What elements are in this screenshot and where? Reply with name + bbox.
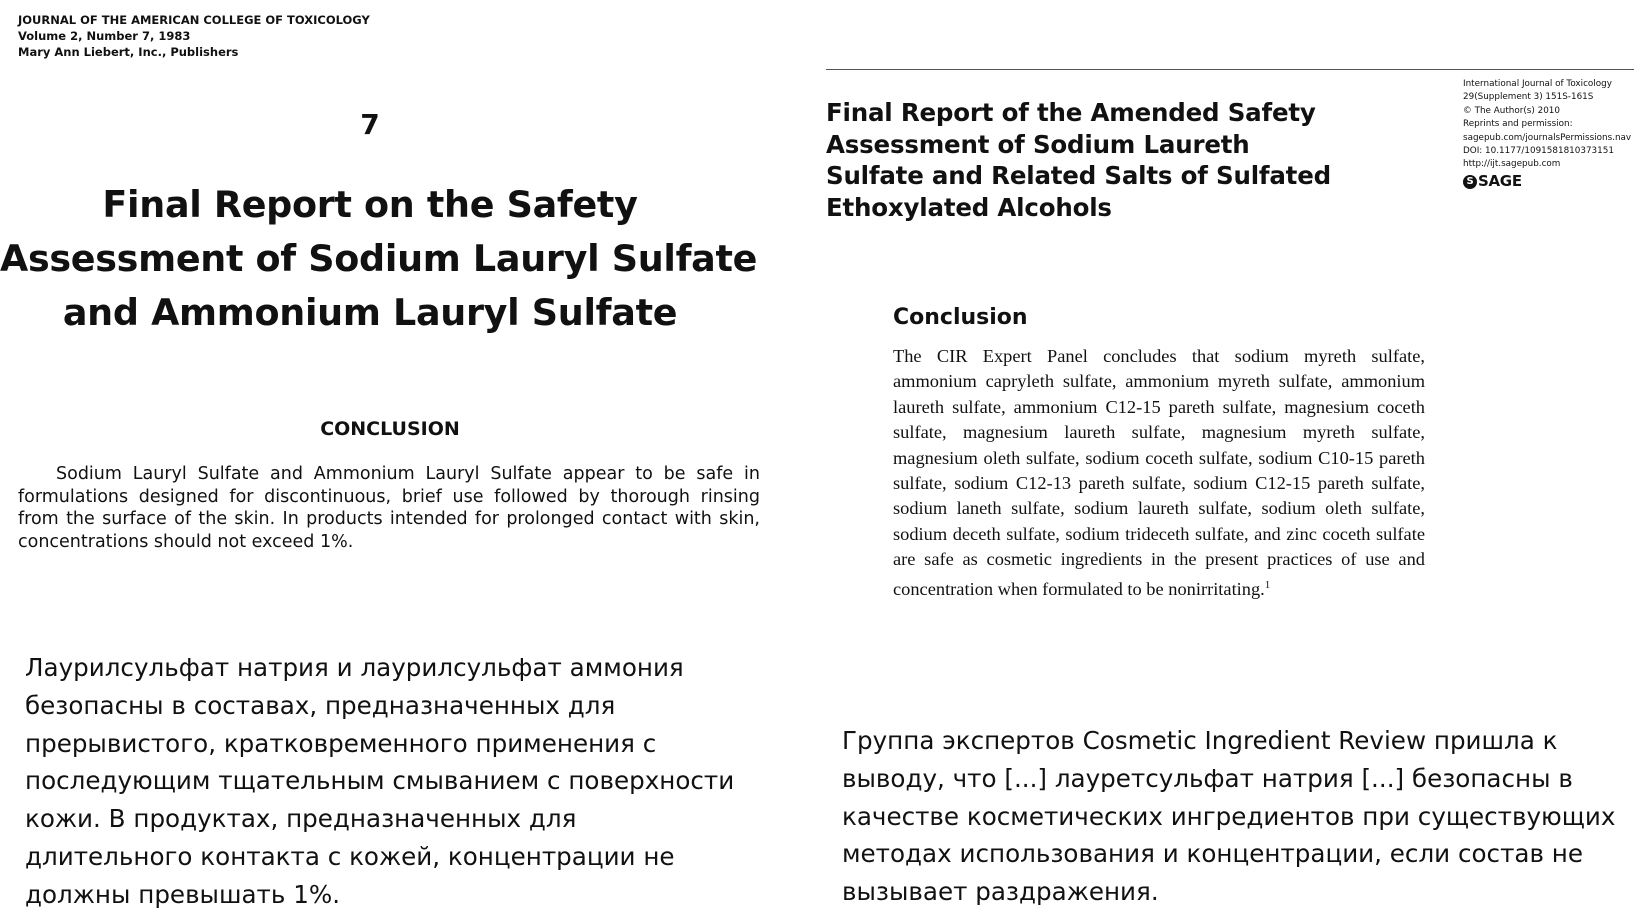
pubinfo-line: © The Author(s) 2010 bbox=[1463, 105, 1560, 116]
right-conclusion-text: The CIR Expert Panel concludes that sodium myreth sulfate, ammonium capryleth sulfate, ammonium myreth sulfate, ammonium laureth sulfate, ammonium C12-15 pareth sulfate, magnesium coceth sulfate, magnesium laureth sulfate, magnesium myreth sulfate, magnesium oleth sulfate, sodium coceth sulfate, sodium C10-15 pareth sulfate, sodium C12-13 pareth sulfate, sodium C12-15 pareth sulfate, sodium laneth sulfate, sodium laureth sulfate, sodium oleth sulfate, sodium deceth sulfate, sodium trideceth sulfate, and zinc coceth sulfate are safe as cosmetic ingredients in the present practices of use and concentration when formulated to be nonirritating. bbox=[893, 346, 1425, 599]
report-number: 7 bbox=[360, 108, 380, 141]
left-conclusion-heading: CONCLUSION bbox=[320, 418, 460, 440]
sage-logo-text: SAGE bbox=[1478, 172, 1522, 191]
translation-left bbox=[25, 649, 785, 914]
pubinfo-line: Reprints and permission: bbox=[1463, 119, 1573, 130]
right-conclusion-heading: Conclusion bbox=[893, 305, 1028, 330]
journal-header bbox=[18, 12, 370, 60]
translation-line: длительного контакта с кожей, концентрации не bbox=[25, 841, 675, 871]
pubinfo-line: sagepub.com/journalsPermissions.nav bbox=[1463, 132, 1632, 143]
right-report-title bbox=[826, 97, 1366, 223]
sage-logo-icon: S bbox=[1463, 175, 1477, 189]
pubinfo-line: 29(Supplement 3) 151S-161S bbox=[1463, 92, 1594, 103]
translation-line: прерывистого, кратковременного применения с bbox=[25, 728, 657, 758]
right-title-line: Ethoxylated Alcohols bbox=[826, 192, 1112, 222]
translation-line: кожи. В продуктах, предназначенных для bbox=[25, 804, 577, 834]
sage-logo bbox=[1463, 172, 1645, 191]
footnote-marker: 1 bbox=[1264, 578, 1271, 591]
left-conclusion-text: Sodium Lauryl Sulfate and Ammonium Lauryl Sulfate appear to be safe in formulations designed for discontinuous, brief use followed by thorough rinsing from the surface of the skin. In products intended for prolonged contact with skin, concentrations should not exceed 1%. bbox=[18, 464, 760, 552]
pubinfo-line: International Journal of Toxicology bbox=[1463, 79, 1612, 89]
translation-line: качестве косметических ингредиентов при существующих bbox=[842, 801, 1616, 831]
header-rule bbox=[826, 69, 1634, 70]
right-title-line: Assessment of Sodium Laureth bbox=[826, 129, 1250, 159]
publication-info bbox=[1463, 78, 1645, 189]
translation-right bbox=[842, 722, 1642, 911]
right-title-line: Sulfate and Related Salts of Sulfated bbox=[826, 161, 1331, 190]
left-report-title bbox=[0, 178, 758, 340]
right-conclusion-paragraph bbox=[893, 344, 1425, 602]
translation-line: Лаурилсульфат натрия и лаурилсульфат аммония bbox=[25, 653, 684, 682]
journal-volume: Volume 2, Number 7, 1983 bbox=[18, 29, 191, 43]
translation-line: безопасны в составах, предназначенных для bbox=[25, 690, 616, 720]
left-title-line: Assessment of Sodium Lauryl Sulfate bbox=[0, 237, 758, 280]
translation-line: Группа экспертов Cosmetic Ingredient Review пришла к bbox=[842, 726, 1558, 755]
left-title-line: Final Report on the Safety bbox=[102, 183, 638, 226]
pubinfo-line: DOI: 10.1177/1091581810373151 bbox=[1463, 146, 1614, 157]
translation-line: последующим тщательным смыванием с поверхности bbox=[25, 766, 735, 796]
journal-publisher: Mary Ann Liebert, Inc., Publishers bbox=[18, 45, 239, 59]
journal-name: JOURNAL OF THE AMERICAN COLLEGE OF TOXICOLOGY bbox=[18, 13, 370, 27]
translation-line: методах использования и концентрации, если состав не bbox=[842, 839, 1583, 869]
translation-line: должны превышать 1%. bbox=[25, 879, 341, 909]
translation-line: выводу, что [...] лауретсульфат натрия [...] безопасны в bbox=[842, 763, 1573, 793]
translation-line: вызывает раздражения. bbox=[842, 877, 1159, 907]
left-title-line: and Ammonium Lauryl Sulfate bbox=[62, 291, 678, 334]
pubinfo-line: http://ijt.sagepub.com bbox=[1463, 159, 1561, 170]
right-title-line: Final Report of the Amended Safety bbox=[826, 98, 1316, 127]
